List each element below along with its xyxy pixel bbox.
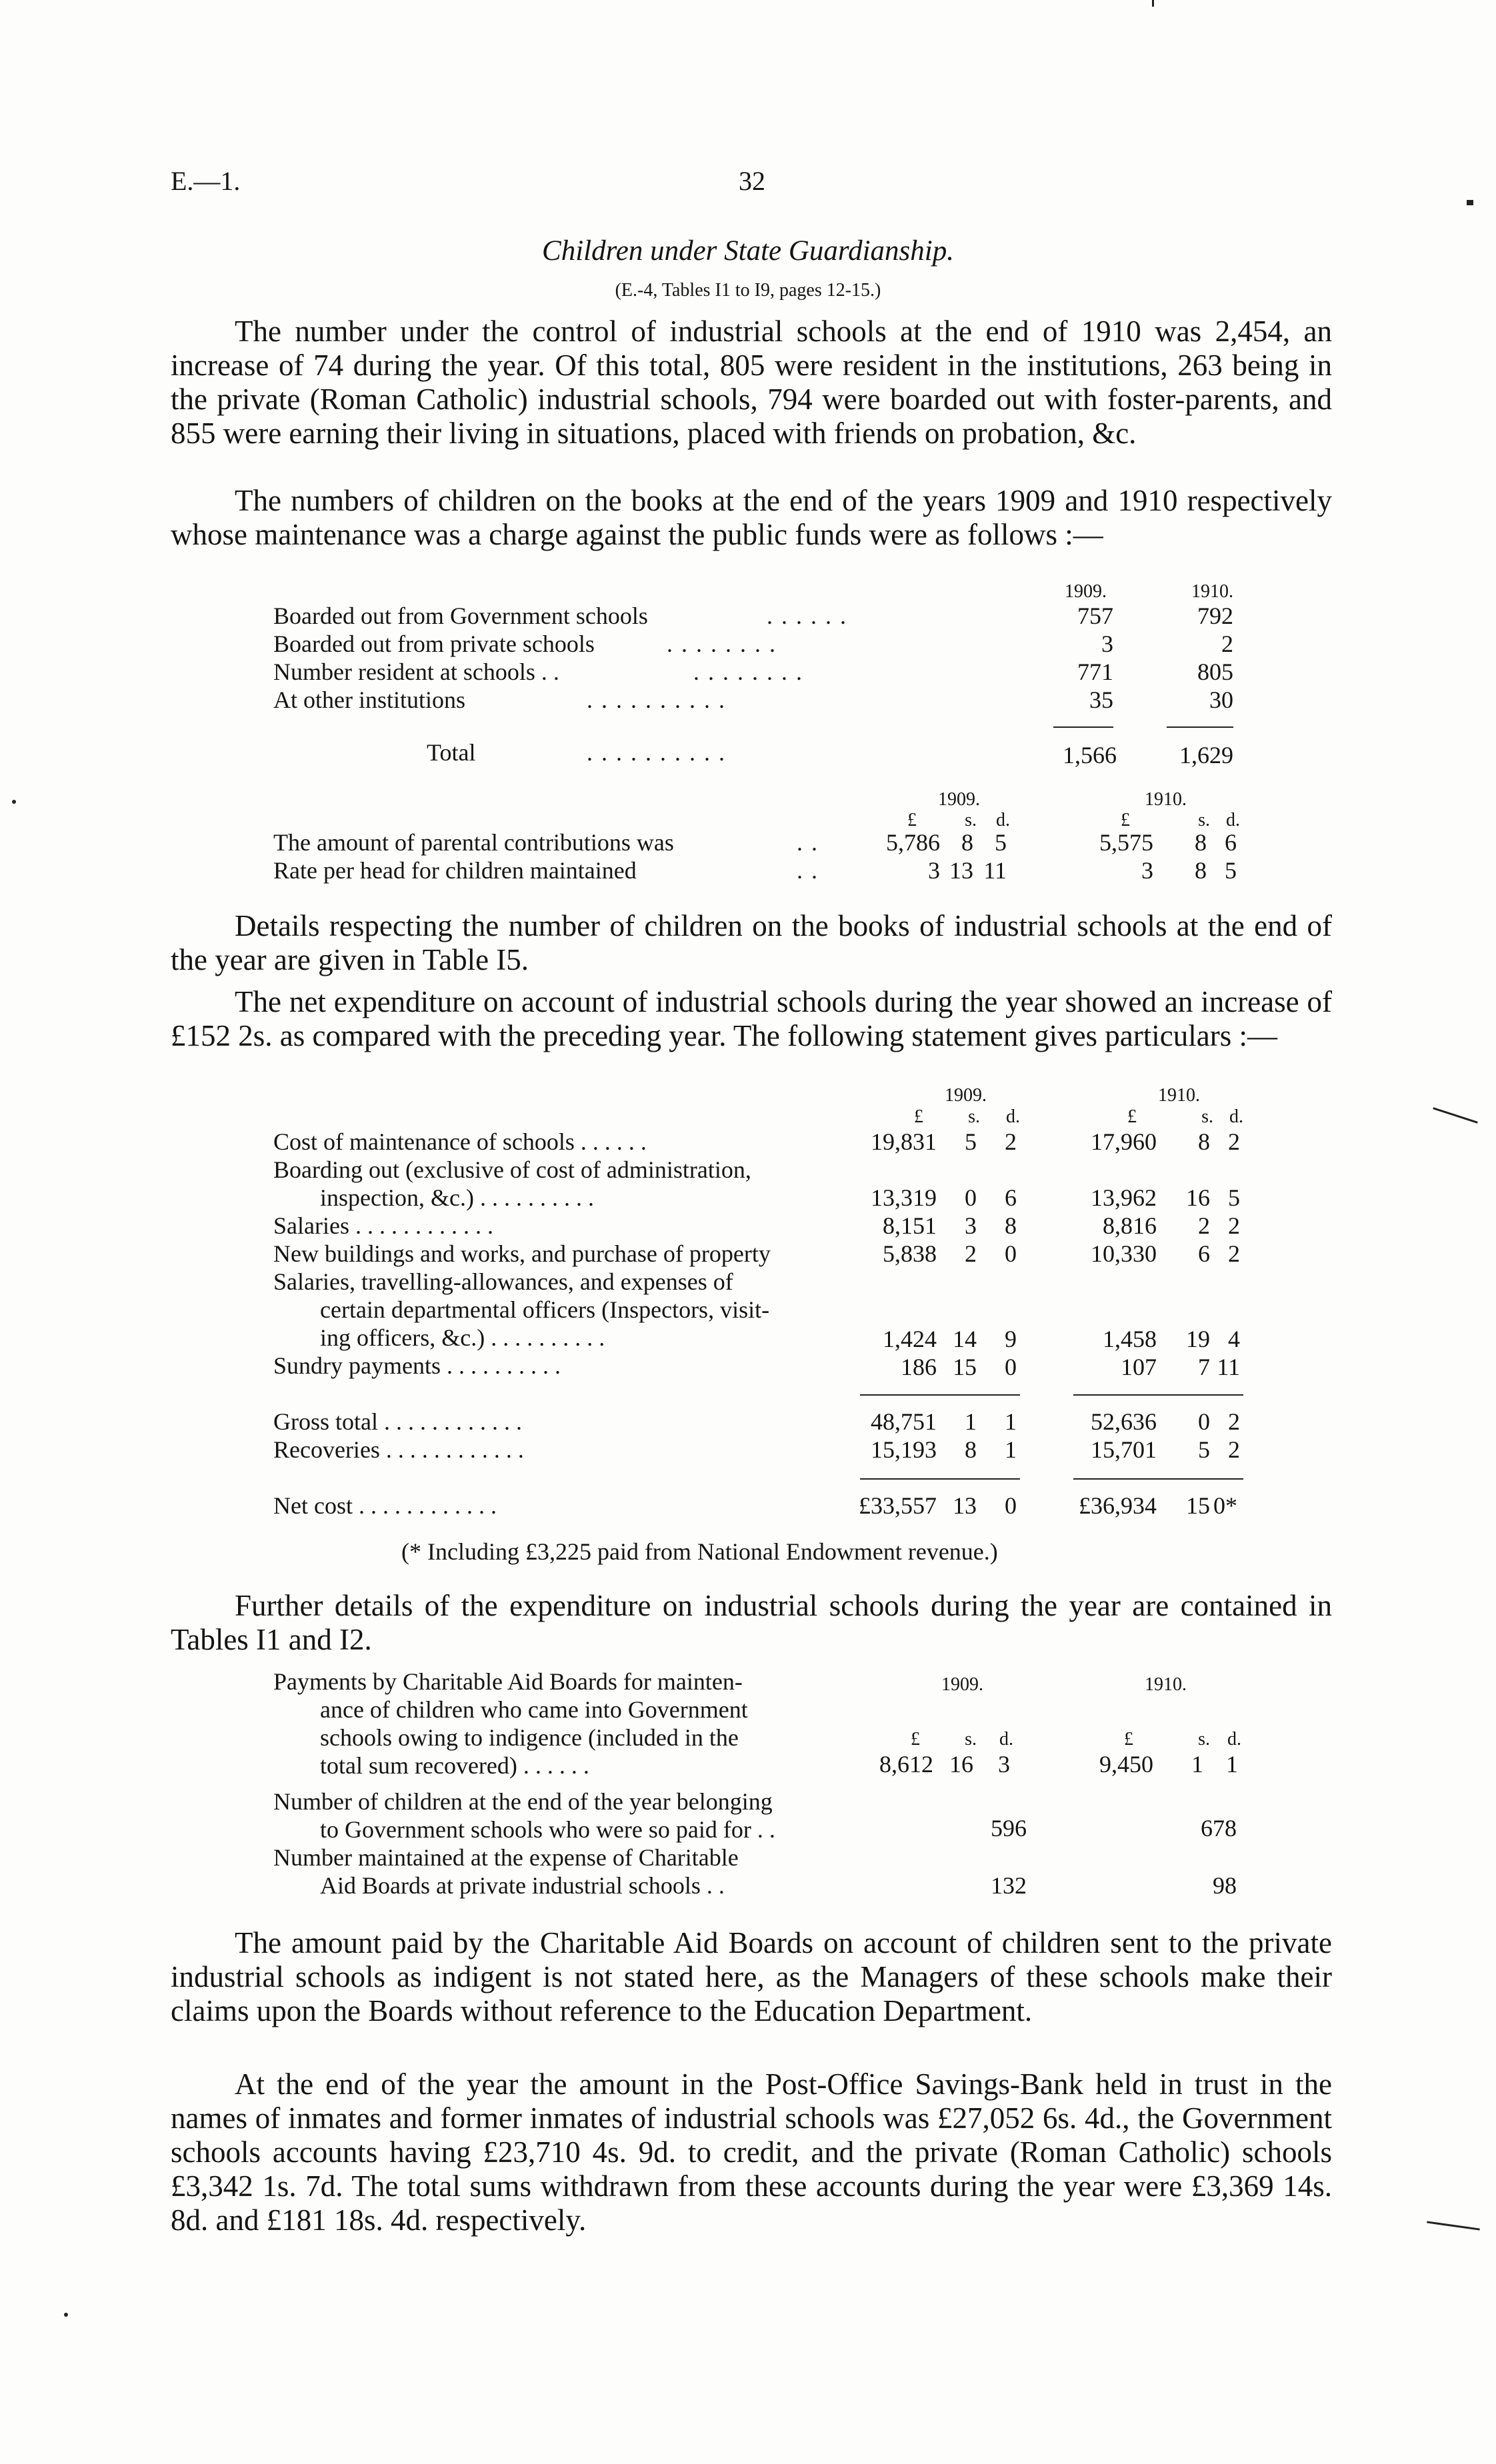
row-leader: . . [797,857,819,884]
row-shillings-1910: 7 [1198,1354,1210,1380]
row-shillings-1910: 8 [1195,857,1207,884]
page-number: 32 [739,166,765,196]
gross-pence-1909: 1 [1005,1408,1017,1435]
scan-mark [1467,200,1473,205]
unit-pence: d. [1006,1106,1020,1127]
row-label: At other institutions [273,686,465,713]
row-label: Salaries, travelling-allowances, and expenses of [273,1268,733,1295]
row-pence-1909: 0 [1005,1240,1017,1267]
row-leader: . . . . . . . . [667,630,777,657]
scan-mark [12,800,16,804]
unit-shillings: s. [968,1106,980,1127]
net-pounds-1910: £36,934 [1079,1492,1157,1519]
paragraph-6 [171,1926,1332,2028]
unit-pounds: £ [911,1729,920,1750]
row-pence-1910: 11 [1217,1354,1240,1380]
gross-shillings-1910: 0 [1198,1408,1210,1435]
net-rule-1910 [1073,1478,1243,1480]
col-1909: 1909. [1065,581,1107,602]
row-label: Number resident at schools . . [273,658,559,685]
total-value-1909: 1,566 [1063,742,1117,768]
row-shillings-1910: 19 [1186,1326,1210,1352]
unit-shillings: s. [1198,1729,1210,1750]
row-label-continued: ing officers, &c.) . . . . . . . . . . [320,1324,605,1351]
expenditure-footnote: (* Including £3,225 paid from National Endowment revenue.) [401,1538,998,1565]
row-pence-1910: 2 [1228,1128,1240,1155]
row-shillings-1909: 14 [953,1326,977,1352]
gross-rule-1909 [860,1394,1020,1396]
row-label: Boarded out from private schools [273,630,595,657]
row-pounds-1909: 3 [928,857,940,884]
row-value-1910: 805 [1197,658,1233,685]
payments-pounds-1910: 9,450 [1099,1751,1153,1778]
children-paid-1909: 596 [991,1815,1027,1842]
col-1910: 1910. [1158,1085,1200,1106]
net-shillings-1910: 15 [1186,1492,1210,1519]
row-shillings-1910: 16 [1186,1184,1210,1211]
row-label: Boarded out from Government schools [273,603,648,629]
row-label: Cost of maintenance of schools . . . . . . [273,1128,647,1155]
recoveries-shillings-1909: 8 [965,1436,977,1463]
gross-total-label: Gross total . . . . . . . . . . . . [273,1408,522,1435]
children-paid-label-continued: to Government schools who were so paid for . . [320,1816,775,1843]
row-shillings-1910: 8 [1198,1128,1210,1155]
row-shillings-1909: 8 [961,829,973,856]
row-value-1910: 792 [1197,603,1233,629]
paragraph-3 [171,909,1332,977]
payments-shillings-1909: 16 [949,1751,973,1778]
payments-pence-1909: 3 [998,1751,1010,1778]
unit-pence: d. [1227,1729,1241,1750]
payments-label-continued: ance of children who came into Government [320,1696,748,1723]
row-pence-1909: 0 [1005,1354,1017,1380]
paragraph-4-text: The net expenditure on account of industrial schools during the year showed an increase of £152 2s. as compared with the preceding year. The following statement gives particulars :— [171,985,1332,1052]
payments-shillings-1910: 1 [1191,1751,1203,1778]
paragraph-1 [171,315,1332,451]
paragraph-5-text: Further details of the expenditure on industrial schools during the year are contained in Tables I1 and I2. [171,1589,1332,1656]
children-paid-label: Number of children at the end of the year belonging [273,1788,773,1815]
row-pounds-1910: 1,458 [1103,1326,1157,1352]
scan-mark [1152,0,1154,7]
gross-pence-1910: 2 [1228,1408,1240,1435]
row-pence-1910: 2 [1228,1212,1240,1239]
row-pence-1909: 8 [1005,1212,1017,1239]
unit-shillings: s. [965,1729,977,1750]
row-label: The amount of parental contributions was [273,829,674,856]
payments-label: Payments by Charitable Aid Boards for mainten- [273,1668,743,1695]
gross-pounds-1910: 52,636 [1091,1408,1157,1435]
row-leader: . . . . . . . . . . [587,686,726,713]
row-pounds-1910: 17,960 [1091,1128,1157,1155]
row-label: Sundry payments . . . . . . . . . . [273,1352,561,1379]
row-pence-1909: 9 [1005,1326,1017,1352]
row-pounds-1910: 107 [1121,1354,1157,1380]
row-shillings-1909: 0 [965,1184,977,1211]
col-1909: 1909. [941,1674,983,1695]
gross-shillings-1909: 1 [965,1408,977,1435]
row-value-1909: 771 [1077,658,1113,685]
section-title: Children under State Guardianship. [542,235,954,267]
row-value-1909: 3 [1101,630,1113,657]
row-value-1910: 2 [1221,630,1233,657]
paragraph-4 [171,985,1332,1053]
total-rule-1910 [1167,726,1233,728]
row-pounds-1910: 5,575 [1099,829,1153,856]
row-leader: . . . . . . [767,603,847,629]
row-pounds-1909: 5,786 [886,829,940,856]
row-label: Salaries . . . . . . . . . . . . [273,1212,493,1239]
row-pounds-1909: 5,838 [883,1240,937,1267]
payments-pence-1910: 1 [1226,1751,1238,1778]
unit-shillings: s. [1198,810,1210,830]
row-pence-1909: 2 [1005,1128,1017,1155]
row-shillings-1909: 3 [965,1212,977,1239]
unit-shillings: s. [965,810,977,830]
paragraph-2 [171,484,1332,552]
row-pence-1910: 5 [1228,1184,1240,1211]
children-paid-1910: 678 [1201,1815,1237,1842]
gross-pounds-1909: 48,751 [871,1408,937,1435]
row-pounds-1910: 13,962 [1091,1184,1157,1211]
unit-pounds: £ [1124,1729,1133,1750]
row-shillings-1909: 13 [949,857,973,884]
row-pence-1909: 5 [995,829,1007,856]
row-pence-1910: 6 [1225,829,1237,856]
payments-label-continued: schools owing to indigence (included in the [320,1724,739,1751]
payments-label-continued: total sum recovered) . . . . . . [320,1752,589,1779]
report-code: E.—1. [171,166,241,196]
payments-pounds-1909: 8,612 [879,1751,933,1778]
row-pounds-1909: 19,831 [871,1128,937,1155]
unit-pence: d. [1226,810,1240,830]
row-shillings-1910: 8 [1195,829,1207,856]
paragraph-3-text: Details respecting the number of children on the books of industrial schools at the end of the year are given in Table I5. [171,909,1332,976]
row-pounds-1910: 10,330 [1091,1240,1157,1267]
row-value-1910: 30 [1209,686,1233,713]
row-pounds-1910: 8,816 [1103,1212,1157,1239]
row-shillings-1910: 6 [1198,1240,1210,1267]
row-pence-1909: 6 [1005,1184,1017,1211]
maintained-private-1910: 98 [1213,1872,1237,1899]
row-label-continued: certain departmental officers (Inspectors, visit- [320,1296,770,1323]
paragraph-7-text: At the end of the year the amount in the Post-Office Savings-Bank held in trust in the names of inmates and former inmates of industrial schools was £27,052 6s. 4d., the Government schools accounts having £23,710 4s. 9d. to credit, and the private (Roman Catholic) schools £3,342 1s. 7d. The total sums withdrawn from these accounts during the year were £3,369 14s. 8d. and £181 18s. 4d. respectively. [171,2067,1332,2237]
row-shillings-1909: 5 [965,1128,977,1155]
recoveries-pence-1910: 2 [1228,1436,1240,1463]
unit-pounds: £ [1127,1106,1137,1127]
total-leader: . . . . . . . . . . [587,739,726,766]
col-1910: 1910. [1145,1674,1187,1695]
unit-shillings: s. [1201,1106,1213,1127]
row-shillings-1909: 15 [953,1354,977,1380]
scan-mark [64,2313,68,2317]
row-shillings-1910: 2 [1198,1212,1210,1239]
scan-mark [1433,1107,1478,1123]
row-pounds-1909: 1,424 [883,1326,937,1352]
unit-pence: d. [1229,1106,1243,1127]
row-pounds-1909: 8,151 [883,1212,937,1239]
row-label-continued: inspection, &c.) . . . . . . . . . . [320,1184,594,1211]
row-pence-1909: 11 [983,857,1007,884]
row-pounds-1909: 186 [901,1354,937,1380]
row-label: Rate per head for children maintained [273,857,637,884]
recoveries-pence-1909: 1 [1005,1436,1017,1463]
maintained-private-label: Number maintained at the expense of Charitable [273,1844,739,1871]
row-pounds-1910: 3 [1141,857,1153,884]
paragraph-6-text: The amount paid by the Charitable Aid Boards on account of children sent to the private industrial schools as indigent is not stated here, as the Managers of these schools make their claims upon the Boards without reference to the Education Department. [171,1926,1332,2027]
row-leader: . . . . . . . . [693,658,803,685]
net-cost-label: Net cost . . . . . . . . . . . . [273,1492,497,1519]
total-value-1910: 1,629 [1179,742,1233,768]
total-rule-1909 [1053,726,1113,728]
maintained-private-label-continued: Aid Boards at private industrial schools . . [320,1872,725,1899]
recoveries-pounds-1910: 15,701 [1091,1436,1157,1463]
paragraph-5 [171,1589,1332,1657]
paragraph-2-text: The numbers of children on the books at the end of the years 1909 and 1910 respectively whose maintenance was a charge against the public funds were as follows :— [171,484,1332,551]
net-shillings-1909: 13 [953,1492,977,1519]
net-pence-1909: 0 [1005,1492,1017,1519]
row-pence-1910: 4 [1228,1326,1240,1352]
scan-mark [1427,2221,1480,2230]
total-label: Total [427,739,476,766]
col-1909: 1909. [945,1085,987,1106]
row-value-1909: 35 [1089,686,1113,713]
col-1909: 1909. [938,789,980,810]
row-label: Boarding out (exclusive of cost of administration, [273,1156,751,1183]
unit-pence: d. [996,810,1010,830]
maintained-private-1909: 132 [991,1872,1027,1899]
recoveries-shillings-1910: 5 [1198,1436,1210,1463]
row-label: New buildings and works, and purchase of property [273,1240,771,1267]
net-pence-1910: 0* [1213,1492,1237,1519]
gross-rule-1910 [1073,1394,1243,1396]
unit-pence: d. [999,1729,1013,1750]
row-shillings-1909: 2 [965,1240,977,1267]
row-pence-1910: 2 [1228,1240,1240,1267]
paragraph-1-text: The number under the control of industrial schools at the end of 1910 was 2,454, an increase of 74 during the year. Of this total, 805 were resident in the institutions, 263 being in the private (Roman Catholic) industrial schools, 794 were boarded out with foster-parents, and 855 were earning their living in situations, placed with friends on probation, &c. [171,315,1332,450]
net-pounds-1909: £33,557 [859,1492,937,1519]
recoveries-pounds-1909: 15,193 [871,1436,937,1463]
unit-pounds: £ [914,1106,923,1127]
col-1910: 1910. [1191,581,1233,602]
net-rule-1909 [860,1478,1020,1480]
row-pence-1910: 5 [1225,857,1237,884]
unit-pounds: £ [907,810,917,830]
section-subtitle: (E.-4, Tables I1 to I9, pages 12-15.) [615,280,881,301]
unit-pounds: £ [1121,810,1130,830]
paragraph-7 [171,2067,1332,2237]
col-1910: 1910. [1145,789,1187,810]
row-pounds-1909: 13,319 [871,1184,937,1211]
recoveries-label: Recoveries . . . . . . . . . . . . [273,1436,524,1463]
row-leader: . . [797,829,819,856]
row-value-1909: 757 [1077,603,1113,629]
